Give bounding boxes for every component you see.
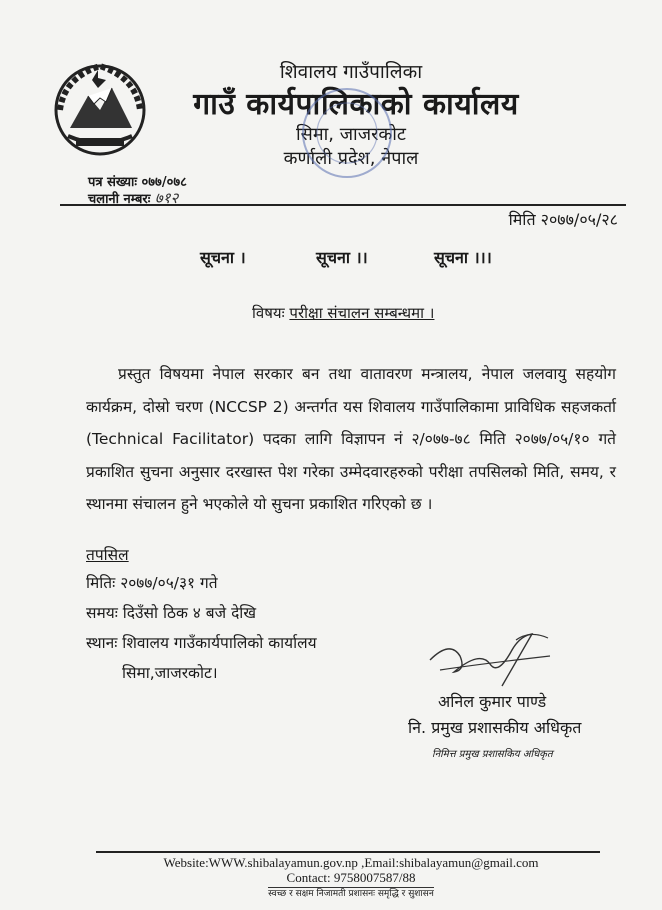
- office-name: गाउँ कार्यपालिकाको कार्यालय: [193, 87, 519, 122]
- signature-icon: [420, 620, 560, 700]
- letter-date: मिति २०७७/०५/२८: [508, 210, 618, 229]
- signatory-title: नि. प्रमुख प्रशासकीय अधिकृत: [408, 718, 582, 737]
- footer-motto-text: स्वच्छ र सक्षम निजामती प्रशासनः समृद्धि र सुशासन: [268, 889, 434, 899]
- footer-divider: [96, 851, 600, 853]
- exam-venue-address: सिमा,जाजरकोट।: [122, 664, 218, 682]
- office-province: कर्णाली प्रदेश, नेपाल: [283, 148, 419, 169]
- notice-heading-1: सूचना ।: [200, 248, 246, 267]
- municipality-name: शिवालय गाउँपालिका: [279, 61, 423, 83]
- dispatch-label: चलानी नम्बरः: [88, 192, 151, 207]
- exam-venue: स्थानः शिवालय गाउँकार्यपालिको कार्यालय: [86, 634, 317, 652]
- letter-number: पत्र संख्याः ०७७/०७८: [88, 175, 187, 190]
- subject-line: [252, 303, 434, 323]
- details-heading: तपसिल: [86, 546, 129, 564]
- footer-website-email: Website:WWW.shibalayamun.gov.np ,Email:shibalayamun@gmail.com: [163, 855, 539, 870]
- notice-heading-3: सूचना ।।।: [434, 248, 492, 267]
- footer-motto: [0, 886, 662, 899]
- signatory-stamp-text: निमित्त प्रमुख प्रशासकिय अधिकृत: [432, 749, 553, 760]
- subject-value: परीक्षा संचालन सम्बन्धमा ।: [289, 304, 435, 322]
- subject-label: विषयः: [252, 304, 285, 322]
- header-divider: [60, 204, 626, 206]
- notice-body: प्रस्तुत विषयमा नेपाल सरकार बन तथा वातावरण मन्त्रालय, नेपाल जलवायु सहयोग कार्यक्रम, दोस्रो चरण (NCCSP 2) अन्तर्गत यस शिवालय गाउँपालिकामा प्राविधिक सहजकर्ता (Technical Facilitator) पदका लागि विज्ञापन नं २/०७७-७८ मिति २०७७/०५/१० गते प्रकाशित सुचना अनुसार दरखास्त पेश गरेका उम्मेदवारहरुको परीक्षा तपसिलको मिति, समय, र स्थानमा संचालन हुने भएकोले यो सुचना प्रकाशित गरिएको छ ।: [86, 365, 616, 513]
- exam-time: समयः दिउँसो ठिक ४ बजे देखि: [86, 604, 256, 622]
- footer-contact: Contact: 9758007587/88: [286, 870, 416, 885]
- signatory-name: अनिल कुमार पाण्डे: [438, 692, 547, 711]
- office-address: सिमा, जाजरकोट: [296, 124, 406, 145]
- dispatch-value: ७१२: [154, 189, 179, 207]
- official-seal-icon: [300, 86, 394, 180]
- exam-date: मितिः २०७७/०५/३१ गते: [86, 574, 218, 592]
- notice-heading-2: सूचना ।।: [316, 248, 368, 267]
